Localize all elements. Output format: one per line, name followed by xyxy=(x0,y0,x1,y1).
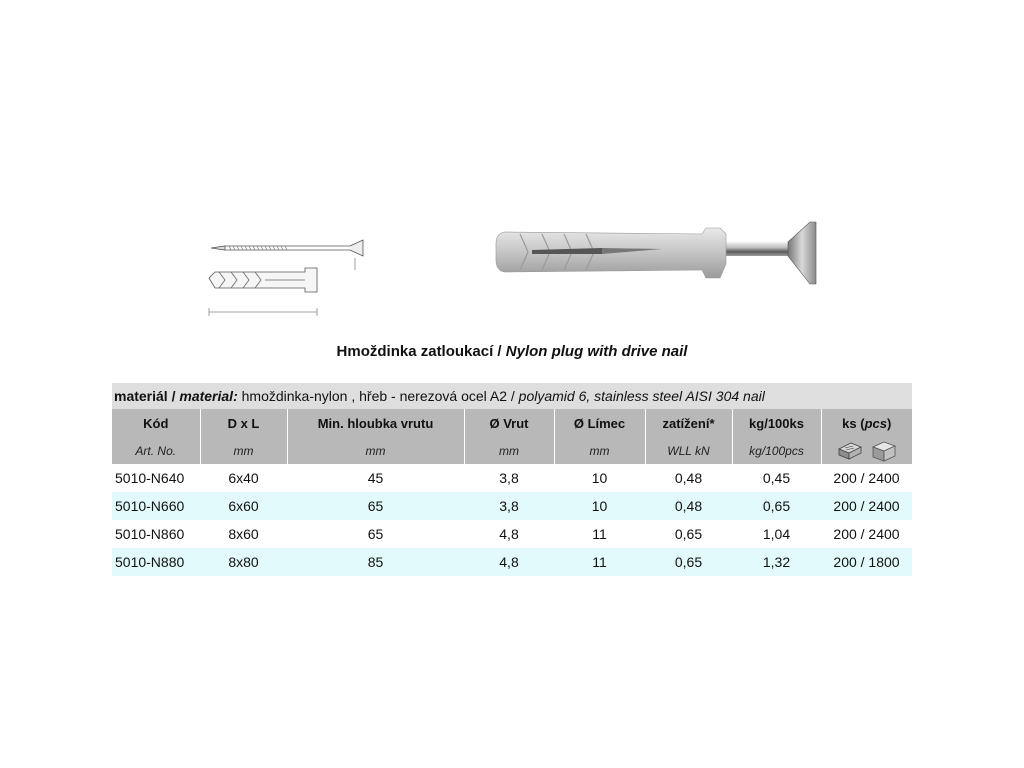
col-sub-collar: mm xyxy=(554,437,645,464)
product-photo xyxy=(492,214,824,292)
header-row xyxy=(112,409,912,437)
product-title xyxy=(0,343,1024,360)
table-row xyxy=(112,548,912,576)
col-header-weight: kg/100ks xyxy=(732,409,821,437)
cell-collar: 11 xyxy=(592,526,607,542)
cell-collar: 10 xyxy=(554,492,645,520)
carton-box-icon xyxy=(871,440,897,462)
cell-weight: 1,04 xyxy=(762,526,791,542)
cell-pcs: 200 / 1800 xyxy=(821,548,912,576)
material-value-cz: hmoždinka-nylon , hřeb - nerezová ocel A2 / xyxy=(237,388,519,404)
col-header-pcs xyxy=(821,409,912,437)
cell-weight: 1,32 xyxy=(732,548,821,576)
table-row xyxy=(112,492,912,520)
cell-pcs: 200 / 2400 xyxy=(833,470,900,486)
cell-depth: 65 xyxy=(367,526,384,542)
subheader-row xyxy=(112,437,912,464)
cell-dxl: 6x60 xyxy=(200,492,287,520)
spec-table xyxy=(112,383,912,576)
material-value-en: polyamid 6, stainless steel AISI 304 nail xyxy=(518,388,765,404)
col-sub-pcs-icons xyxy=(821,437,912,464)
title-en: Nylon plug with drive nail xyxy=(505,343,688,360)
col-header-depth: Min. hloubka vrutu xyxy=(287,409,464,437)
material-row xyxy=(112,383,912,409)
small-box-icon xyxy=(837,441,863,461)
cell-dxl: 8x80 xyxy=(200,548,287,576)
col-sub-load: WLL kN xyxy=(645,437,732,464)
cell-code: 5010-N640 xyxy=(115,470,185,486)
col-sub-weight: kg/100pcs xyxy=(732,437,821,464)
col-header-dxl: D x L xyxy=(200,409,287,437)
cell-load: 0,65 xyxy=(674,526,703,542)
cell-code: 5010-N880 xyxy=(112,548,200,576)
col-header-code: Kód xyxy=(112,409,200,437)
material-label-en: material: xyxy=(179,388,238,404)
cell-depth: 85 xyxy=(287,548,464,576)
pcs-em: pcs xyxy=(864,415,887,431)
cell-collar: 10 xyxy=(591,470,608,486)
cell-screw: 3,8 xyxy=(499,470,519,486)
cell-dxl: 8x60 xyxy=(228,526,259,542)
col-header-collar: Ø Límec xyxy=(554,409,645,437)
table-row xyxy=(112,464,912,492)
material-cell xyxy=(112,383,912,409)
col-sub-code: Art. No. xyxy=(112,437,200,464)
col-header-load: zatížení* xyxy=(645,409,732,437)
pcs-prefix: ks ( xyxy=(842,415,865,431)
cell-depth: 65 xyxy=(287,492,464,520)
cell-screw: 4,8 xyxy=(499,526,519,542)
material-label-cz: materiál / xyxy=(114,388,180,404)
title-cz: Hmoždinka zatloukací / xyxy=(336,343,506,360)
col-sub-dxl: mm xyxy=(200,437,287,464)
cell-weight: 0,45 xyxy=(762,470,791,486)
col-sub-depth: mm xyxy=(287,437,464,464)
col-header-screw: Ø Vrut xyxy=(464,409,554,437)
cell-weight: 0,65 xyxy=(732,492,821,520)
cell-load: 0,48 xyxy=(674,470,703,486)
pcs-suffix: ) xyxy=(886,415,892,431)
cell-screw: 4,8 xyxy=(464,548,554,576)
table-row xyxy=(112,520,912,548)
cell-collar: 11 xyxy=(554,548,645,576)
cell-depth: 45 xyxy=(367,470,384,486)
col-sub-screw: mm xyxy=(464,437,554,464)
cell-pcs: 200 / 2400 xyxy=(833,526,900,542)
cell-screw: 3,8 xyxy=(464,492,554,520)
cell-code: 5010-N860 xyxy=(115,526,185,542)
technical-drawing xyxy=(205,234,365,318)
cell-code: 5010-N660 xyxy=(112,492,200,520)
cell-pcs: 200 / 2400 xyxy=(821,492,912,520)
cell-load: 0,65 xyxy=(645,548,732,576)
cell-load: 0,48 xyxy=(645,492,732,520)
cell-dxl: 6x40 xyxy=(228,470,259,486)
